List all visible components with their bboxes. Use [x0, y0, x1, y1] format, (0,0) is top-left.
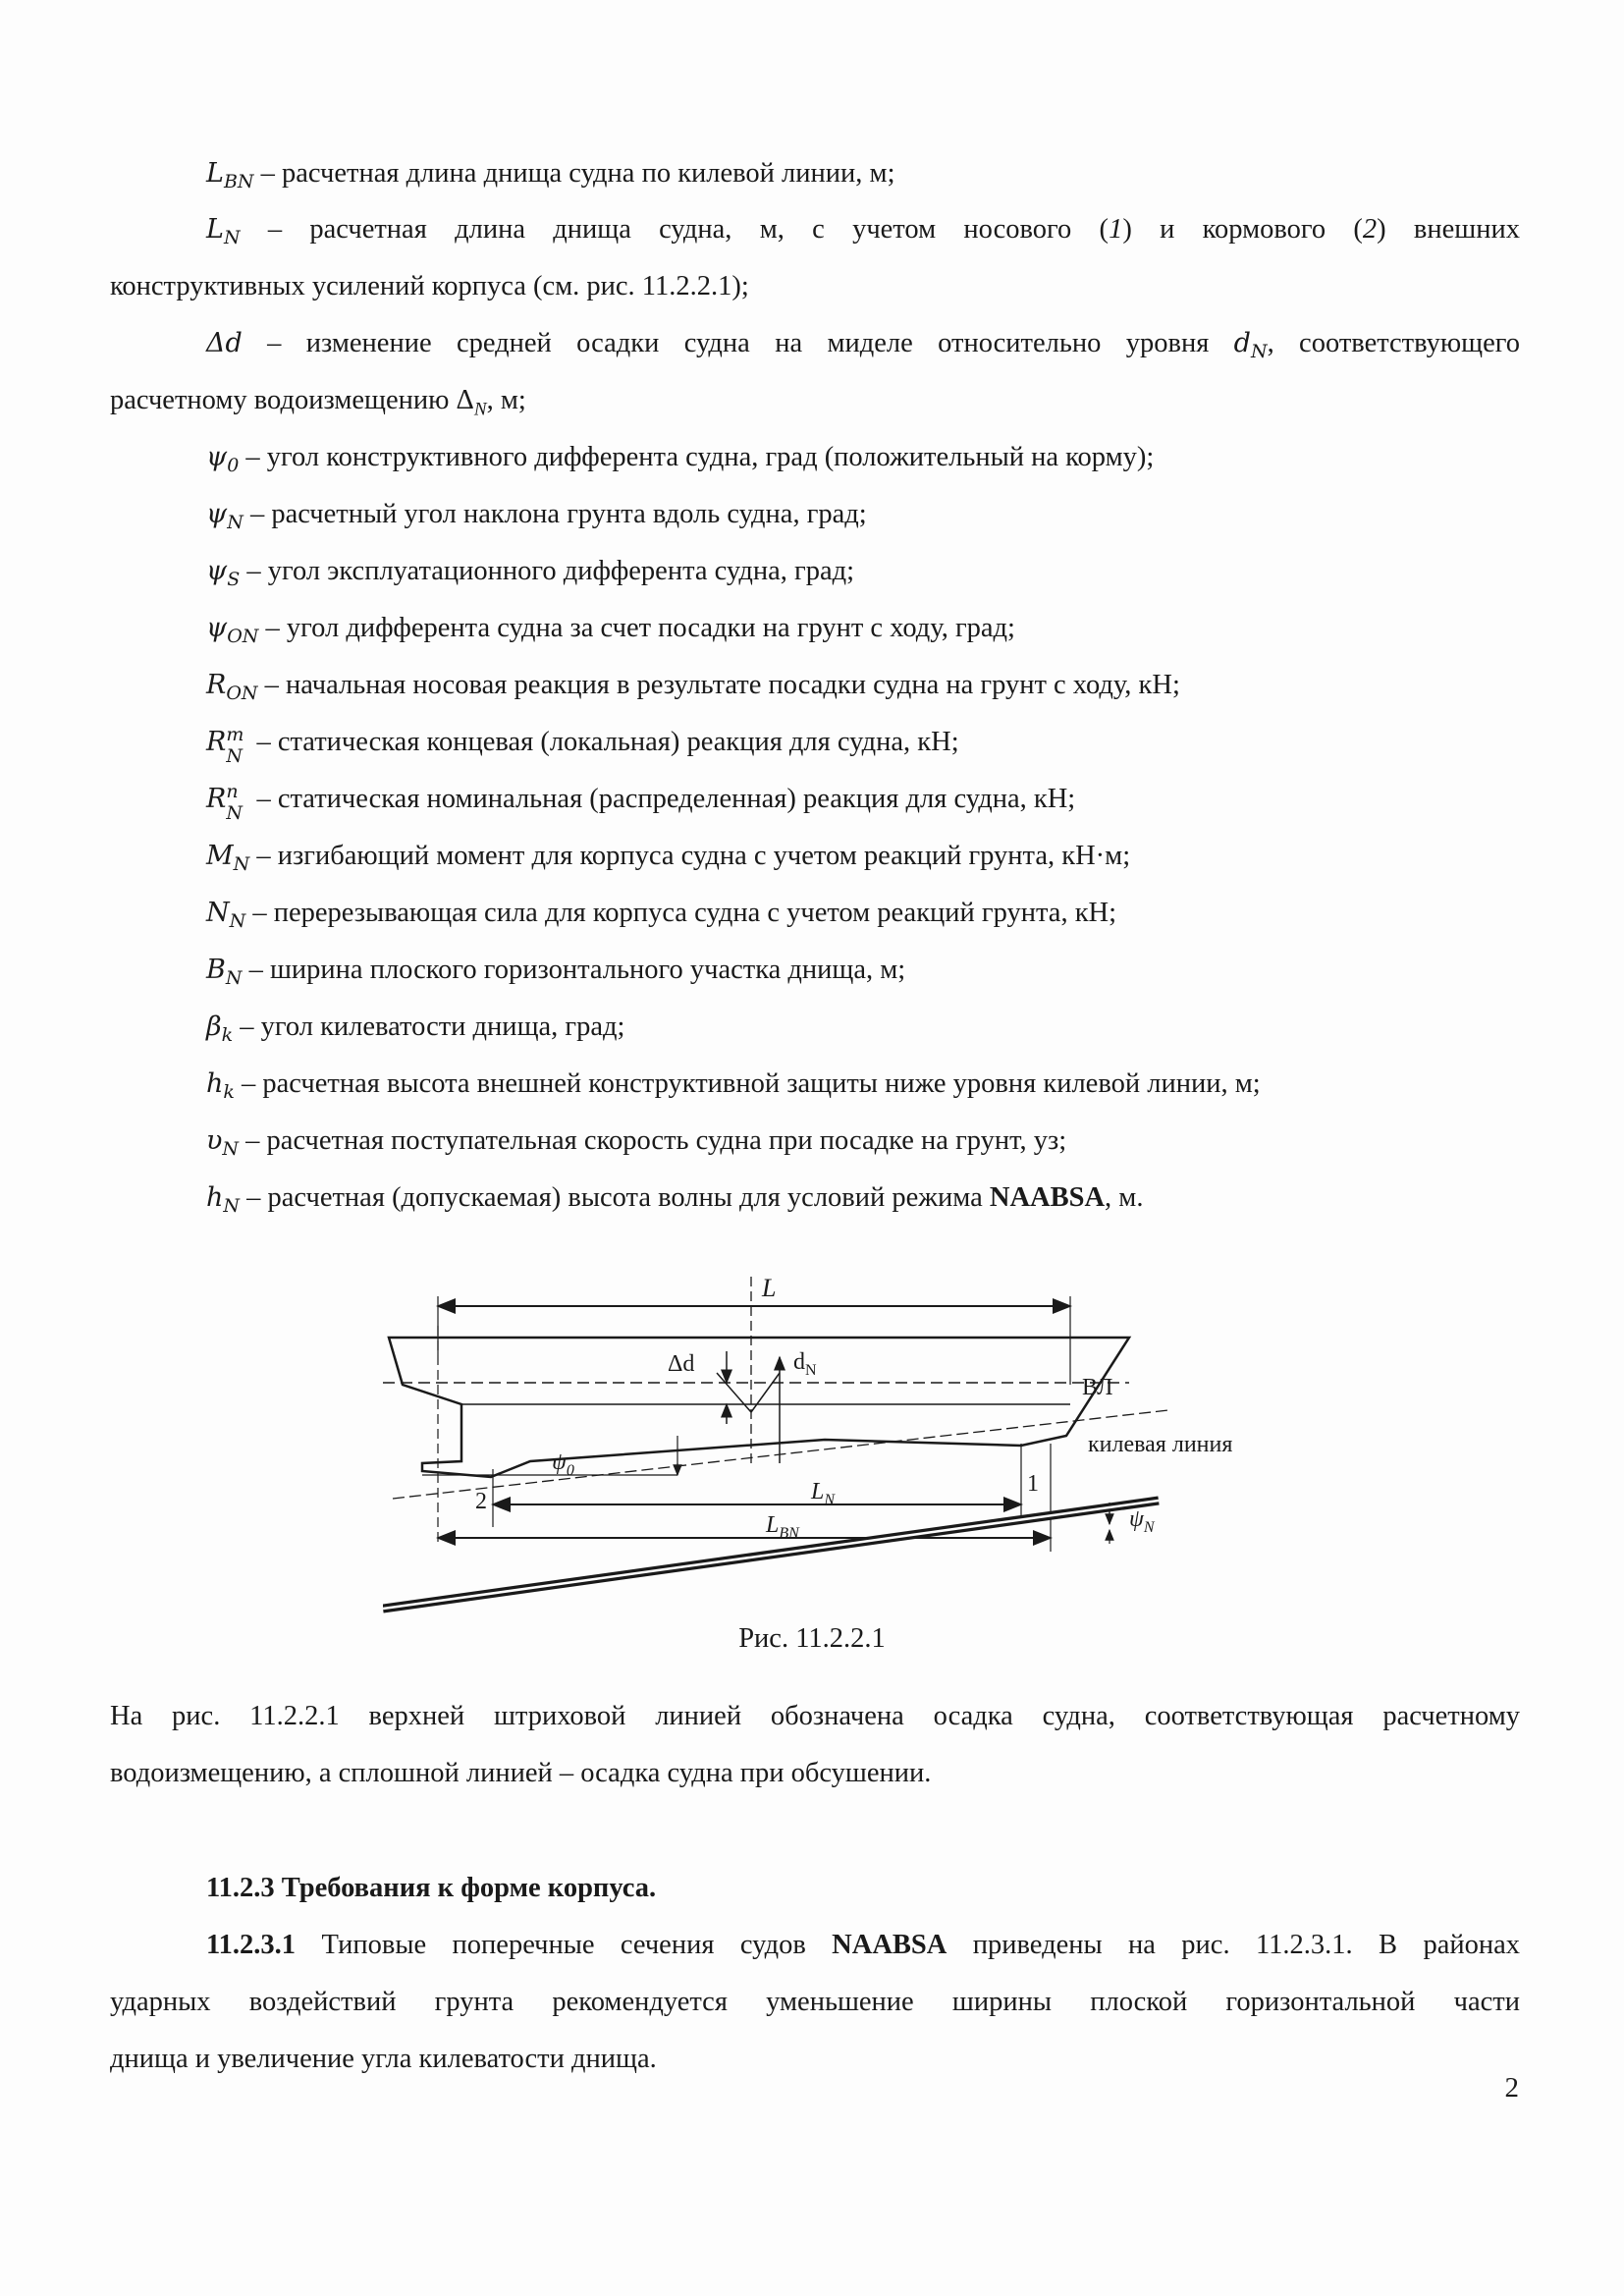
section-heading: 11.2.3 Требования к форме корпуса. — [206, 1873, 657, 1903]
symbol-bn: $B_N$ — [206, 955, 243, 989]
def-lbn: $L_{BN}$ – расчетная длина днища судна по килевой линии, м; — [206, 158, 895, 192]
hull-outline — [389, 1338, 1129, 1477]
label-l: L — [762, 1274, 777, 1302]
keel-line — [393, 1410, 1168, 1499]
label-ln: $L_N$ — [811, 1479, 836, 1508]
symbol-vn: $\upsilon_N$ — [206, 1125, 240, 1160]
symbol-psion: $\psi_{ON}$ — [206, 613, 259, 647]
label-keel-line: килевая линия — [1088, 1432, 1233, 1457]
def-rnm: R m N – статическая концевая (локальная) реакция для судна, кН; — [206, 723, 959, 767]
paragraph-figure-explanation: На рис. 11.2.2.1 верхней штриховой линией обозначена осадка судна, соответствующая расчетному — [110, 1701, 1520, 1731]
def-dd: Δd – изменение средней осадки судна на миделе относительно уровня $d_N$, соответствующего — [206, 328, 1520, 362]
def-psis: $\psi_S$ – угол эксплуатационного дифферента судна, град; — [206, 556, 855, 590]
label-psi0: $\psi_0$ — [552, 1449, 574, 1479]
def-rnn: R n N – статическая номинальная (распределенная) реакция для судна, кН; — [206, 780, 1076, 824]
symbol-mn: $M_N$ — [206, 841, 250, 875]
symbol-betak: $\beta_k$ — [206, 1011, 234, 1046]
symbol-ln: $L_N$ — [206, 214, 241, 248]
symbol-nn: $N_N$ — [206, 898, 246, 932]
def-ln-cont: конструктивных усилений корпуса (см. рис. 11.2.2.1); — [110, 271, 749, 301]
label-vl: ВЛ — [1082, 1375, 1113, 1400]
figure-caption: Рис. 11.2.2.1 — [738, 1623, 886, 1654]
def-mn: $M_N$ – изгибающий момент для корпуса судна с учетом реакций грунта, кН·м; — [206, 841, 1131, 875]
label-lbn: $L_{BN}$ — [766, 1512, 799, 1542]
paragraph-figure-explanation-cont: водоизмещению, а сплошной линией – осадка судна при обсушении. — [110, 1758, 932, 1788]
label-delta-d: Δd — [668, 1351, 695, 1377]
def-psion: $\psi_{ON}$ – угол дифферента судна за счет посадки на грунт с ходу, град; — [206, 613, 1015, 647]
symbol-rnm: R m N — [206, 723, 244, 767]
def-vn: $\upsilon_N$ – расчетная поступательная скорость судна при посадке на грунт, уз; — [206, 1125, 1067, 1160]
label-psin: $\psi_N$ — [1129, 1506, 1155, 1536]
symbol-dn: $d_N$ — [1233, 328, 1268, 362]
def-hk: $h_k$ – расчетная высота внешней конструктивной защиты ниже уровня килевой линии, м; — [206, 1068, 1261, 1103]
def-nn: $N_N$ – перерезывающая сила для корпуса судна с учетом реакций грунта, кН; — [206, 898, 1117, 932]
symbol-psis: $\psi_S$ — [206, 556, 241, 590]
def-bn: $B_N$ – ширина плоского горизонтального участка днища, м; — [206, 955, 906, 989]
def-betak: $\beta_k$ – угол килеватости днища, град; — [206, 1011, 625, 1046]
symbol-delta-d: Δd — [206, 328, 243, 358]
label-stern-2: 2 — [475, 1489, 487, 1514]
section-paragraph-line3: днища и увеличение угла килеватости днища. — [110, 2044, 657, 2074]
section-paragraph-line1: 11.2.3.1 Типовые поперечные сечения судов NAABSA приведены на рис. 11.2.3.1. В районах — [206, 1930, 1520, 1960]
def-psin: $\psi_N$ – расчетный угол наклона грунта вдоль судна, град; — [206, 499, 867, 533]
symbol-lbn: $L_{BN}$ — [206, 158, 254, 192]
section-paragraph-line2: ударных воздействий грунта рекомендуется уменьшение ширины плоской горизонтальной части — [110, 1987, 1520, 2017]
def-dd-cont: расчетному водоизмещению $\Delta_N$, м; — [110, 385, 526, 420]
ship-grounding-diagram — [383, 1267, 1296, 1620]
symbol-hk: $h_k$ — [206, 1068, 235, 1103]
def-hn: $h_N$ – расчетная (допускаемая) высота волны для условий режима NAABSA, м. — [206, 1182, 1144, 1217]
symbol-ron: $R_{ON}$ — [206, 670, 258, 704]
def-psi0: $\psi_0$ – угол конструктивного дифферента судна, град (положительный на корму); — [206, 442, 1155, 476]
symbol-psin: $\psi_N$ — [206, 499, 244, 533]
def-ln: $L_N$ – расчетная длина днища судна, м, с учетом носового (1) и кормового (2) внешних — [206, 214, 1520, 248]
label-bow-1: 1 — [1027, 1471, 1039, 1497]
symbol-psi0: $\psi_0$ — [206, 442, 240, 476]
label-dn: $d_N$ — [793, 1349, 817, 1379]
def-ron: $R_{ON}$ – начальная носовая реакция в результате посадки судна на грунт с ходу, кН; — [206, 670, 1180, 704]
symbol-rnn: R n N — [206, 780, 243, 824]
page-number: 2 — [1504, 2072, 1519, 2104]
symbol-hn: $h_N$ — [206, 1182, 241, 1217]
